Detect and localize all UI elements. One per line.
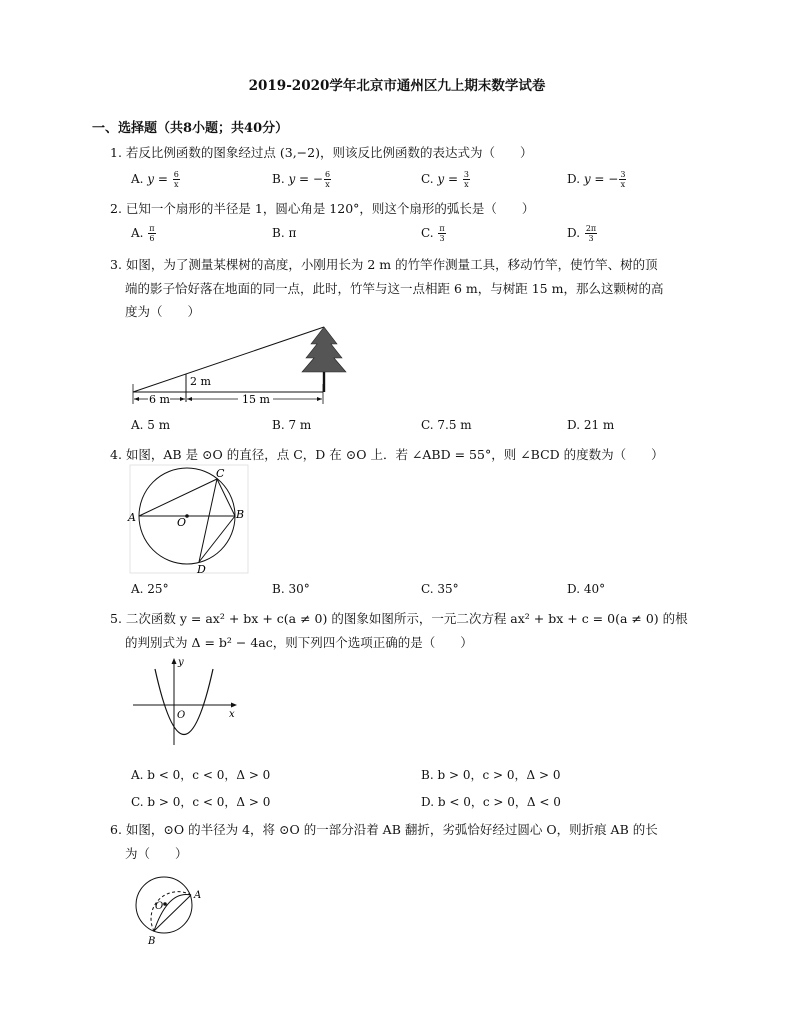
q1-option-a[interactable]: A. y = $\frac{6}{x}$ [131, 170, 179, 189]
q1-option-b[interactable]: B. y = − $\frac{6}{x}$ [272, 170, 331, 189]
q3-option-b[interactable]: B. 7 m [272, 418, 312, 432]
label-pole-length: 2 m [190, 375, 211, 388]
point-d-label: D [197, 563, 206, 576]
q3-option-a[interactable]: A. 5 m [131, 418, 171, 432]
q4-option-a[interactable]: A. 25° [131, 582, 169, 596]
origin-label: O [177, 710, 186, 721]
question-1-stem: 1. 若反比例函数的图象经过点 (3,−2)，则该反比例函数的表达式为（ ） [110, 145, 533, 160]
circle-figure-q4 [127, 463, 252, 578]
fold-circle-figure-q6 [128, 868, 218, 948]
q4-option-d[interactable]: D. 40° [567, 582, 606, 596]
q3-option-c[interactable]: C. 7.5 m [421, 418, 472, 432]
axis-y-label: y [178, 657, 184, 668]
tree-icon [302, 327, 346, 372]
q1-option-c[interactable]: C. y = $\frac{3}{x}$ [421, 170, 469, 189]
q2-option-c[interactable]: C. $\frac{\pi}{3}$ [421, 224, 445, 243]
q2-option-d[interactable]: D. $\frac{2\pi}{3}$ [567, 224, 597, 243]
question-4-stem: 4. 如图，AB 是 ⊙O 的直径，点 C，D 在 ⊙O 上．若 ∠ABD = 55°，则 ∠BCD 的度数为（ ） [110, 447, 664, 462]
q2-option-a[interactable]: A. $\frac{\pi}{6}$ [131, 224, 155, 243]
tree-shadow-figure [120, 322, 360, 410]
question-6-line-1: 6. 如图，⊙O 的半径为 4，将 ⊙O 的一部分沿着 AB 翻折，劣弧恰好经过圆心 O，则折痕 AB 的长 [110, 822, 658, 837]
q5-option-c[interactable]: C. b > 0，c < 0，Δ > 0 [131, 795, 271, 809]
question-5-line-2: 的判别式为 Δ = b² − 4ac，则下列四个选项正确的是（ ） [125, 635, 473, 650]
q5-option-a[interactable]: A. b < 0，c < 0，Δ > 0 [131, 768, 271, 782]
label-fifteen-m: 15 m [242, 393, 270, 406]
q1-option-d[interactable]: D. y = − $\frac{3}{x}$ [567, 170, 626, 189]
point-c-label: C [216, 467, 225, 480]
question-5-line-1: 5. 二次函数 y = ax² + bx + c(a ≠ 0) 的图象如图所示，一元二次方程 ax² + bx + c = 0(a ≠ 0) 的根 [110, 611, 688, 626]
question-3-line-1: 3. 如图，为了测量某棵树的高度，小刚用长为 2 m 的竹竿作测量工具，移动竹竿，使竹竿、树的顶 [110, 257, 658, 272]
question-6-line-2: 为（ ） [125, 846, 188, 861]
q5-option-d[interactable]: D. b < 0，c > 0，Δ < 0 [421, 795, 561, 809]
point-a-label-q6: A [194, 890, 202, 901]
q4-option-c[interactable]: C. 35° [421, 582, 459, 596]
axis-x-label: x [229, 709, 235, 720]
q5-option-b[interactable]: B. b > 0，c > 0，Δ > 0 [421, 768, 561, 782]
q3-option-d[interactable]: D. 21 m [567, 418, 615, 432]
center-dot-q6 [163, 902, 167, 906]
parabola-figure-q5 [128, 655, 243, 750]
question-3-line-3: 度为（ ） [125, 304, 201, 319]
page-title: 2019-2020学年北京市通州区九上期末数学试卷 [248, 78, 546, 94]
section-heading: 一、选择题（共8小题；共40分） [92, 121, 289, 136]
point-b-label: B [236, 508, 245, 521]
parabola-curve [155, 669, 213, 735]
q2-option-b[interactable]: B. π [272, 226, 297, 240]
sun-ray-line [133, 327, 324, 392]
point-b-label-q6: B [148, 936, 156, 947]
label-six-m: 6 m [149, 393, 170, 406]
question-3-line-2: 端的影子恰好落在地面的同一点，此时，竹竿与这一点相距 6 m，与树距 15 m，那么这颗树的高 [125, 281, 664, 296]
point-a-label: A [128, 511, 136, 524]
point-o-label: O [177, 516, 187, 529]
point-o-label-q6: O [155, 901, 164, 912]
q4-option-b[interactable]: B. 30° [272, 582, 310, 596]
question-2-stem: 2. 已知一个扇形的半径是 1，圆心角是 120°，则这个扇形的弧长是（ ） [110, 201, 535, 216]
